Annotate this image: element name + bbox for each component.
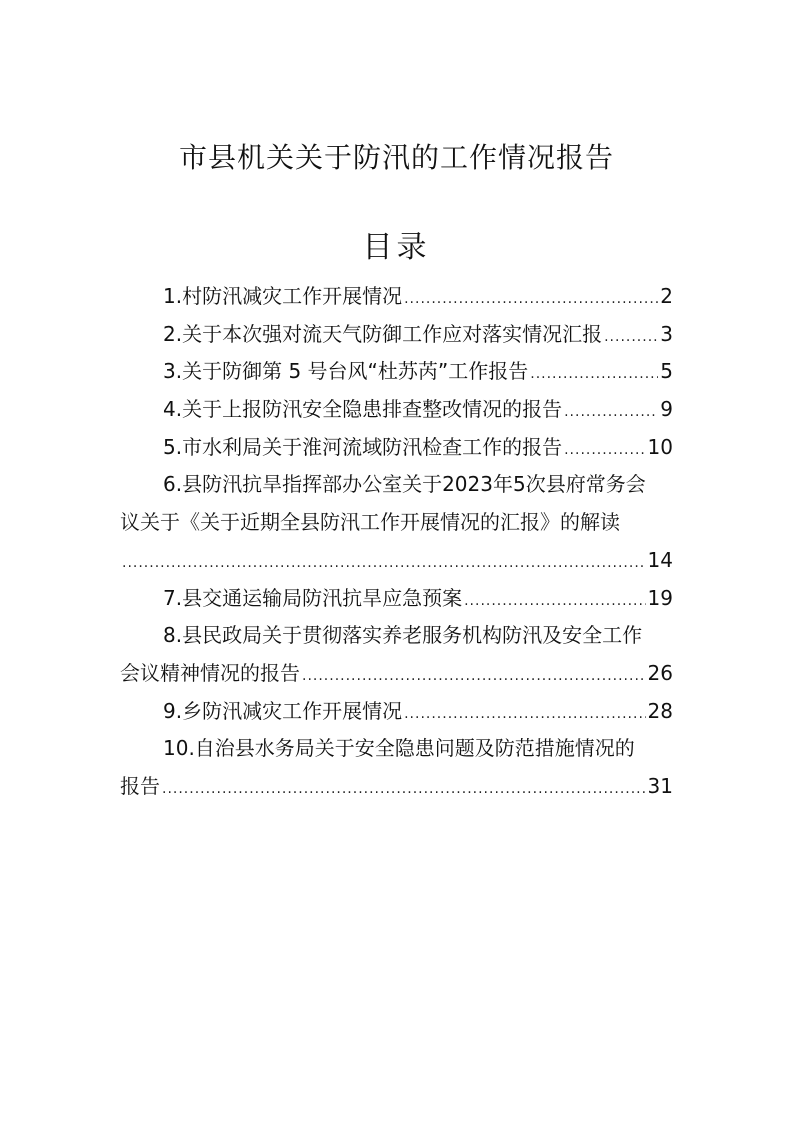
toc-entry[interactable] xyxy=(120,580,673,618)
toc-entry-line xyxy=(120,730,673,768)
toc-page-number: 3 xyxy=(660,321,673,346)
dot-leader xyxy=(122,545,646,580)
toc-entry-text: 7.县交通运输局防汛抗旱应急预案 xyxy=(163,585,463,610)
toc-page-number: 2 xyxy=(660,284,673,308)
toc-entry-text: 5.市水利局关于淮河流域防汛检查工作的报告 xyxy=(163,434,563,459)
toc-entry-line xyxy=(120,655,673,693)
toc-page-number: 9 xyxy=(660,397,673,422)
toc-page-number: 28 xyxy=(647,698,673,723)
table-of-contents xyxy=(120,278,673,806)
toc-entry-text: 会议精神情况的报告 xyxy=(120,660,300,685)
toc-entry-line xyxy=(120,278,673,316)
toc-entry[interactable] xyxy=(120,617,673,692)
toc-entry-line xyxy=(120,617,673,655)
toc-entry[interactable] xyxy=(120,429,673,467)
toc-page-number: 5 xyxy=(660,359,673,384)
toc-entry-text: 议关于《关于近期全县防汛工作开展情况的汇报》的解读 xyxy=(120,510,620,535)
toc-page-number: 31 xyxy=(647,773,673,798)
toc-entry-line xyxy=(120,693,673,731)
toc-entry-text: 10.自治县水务局关于安全隐患问题及防范措施情况的 xyxy=(163,736,635,761)
dot-leader xyxy=(564,394,658,429)
toc-page-number: 14 xyxy=(647,547,673,572)
dot-leader xyxy=(302,658,646,693)
toc-entry-text: 报告 xyxy=(120,773,160,798)
toc-page-number: 10 xyxy=(647,434,673,459)
toc-page-number: 26 xyxy=(647,660,673,685)
toc-entry-line xyxy=(120,580,673,618)
toc-entry[interactable] xyxy=(120,278,673,316)
toc-entry-text: 9.乡防汛减灾工作开展情况 xyxy=(163,698,403,723)
dot-leader xyxy=(564,432,645,467)
document-title: 市县机关关于防汛的工作情况报告 xyxy=(178,141,614,174)
toc-entry-line xyxy=(120,768,673,806)
dot-leader xyxy=(404,696,645,731)
toc-entry-text: 4.关于上报防汛安全隐患排查整改情况的报告 xyxy=(163,397,563,422)
toc-entry[interactable] xyxy=(120,391,673,429)
toc-entry-line xyxy=(120,542,673,580)
toc-entry-text: 6.县防汛抗旱指挥部办公室关于2023年5次县府常务会 xyxy=(163,472,646,497)
toc-entry[interactable] xyxy=(120,353,673,391)
toc-entry-text: 2.关于本次强对流天气防御工作应对落实情况汇报 xyxy=(163,321,603,346)
toc-heading: 目录 xyxy=(362,230,431,265)
toc-entry-line xyxy=(120,391,673,429)
toc-entry-line xyxy=(120,466,673,504)
toc-entry-text: 8.县民政局关于贯彻落实养老服务机构防汛及安全工作 xyxy=(163,623,643,648)
toc-entry[interactable] xyxy=(120,693,673,731)
toc-entry-line xyxy=(120,316,673,354)
toc-entry-text: 1.村防汛减灾工作开展情况 xyxy=(163,284,403,308)
dot-leader xyxy=(530,356,658,391)
dot-leader xyxy=(464,583,645,618)
toc-entry-line xyxy=(120,353,673,391)
toc-page-number: 19 xyxy=(647,585,673,610)
toc-entry[interactable] xyxy=(120,730,673,805)
dot-leader xyxy=(604,319,658,354)
toc-entry[interactable] xyxy=(120,316,673,354)
toc-entry-line xyxy=(120,429,673,467)
toc-entry-line xyxy=(120,504,673,542)
dot-leader xyxy=(404,281,658,316)
dot-leader xyxy=(162,771,646,806)
toc-entry-text: 3.关于防御第 5 号台风“杜苏芮”工作报告 xyxy=(163,359,529,384)
toc-entry[interactable] xyxy=(120,466,673,579)
